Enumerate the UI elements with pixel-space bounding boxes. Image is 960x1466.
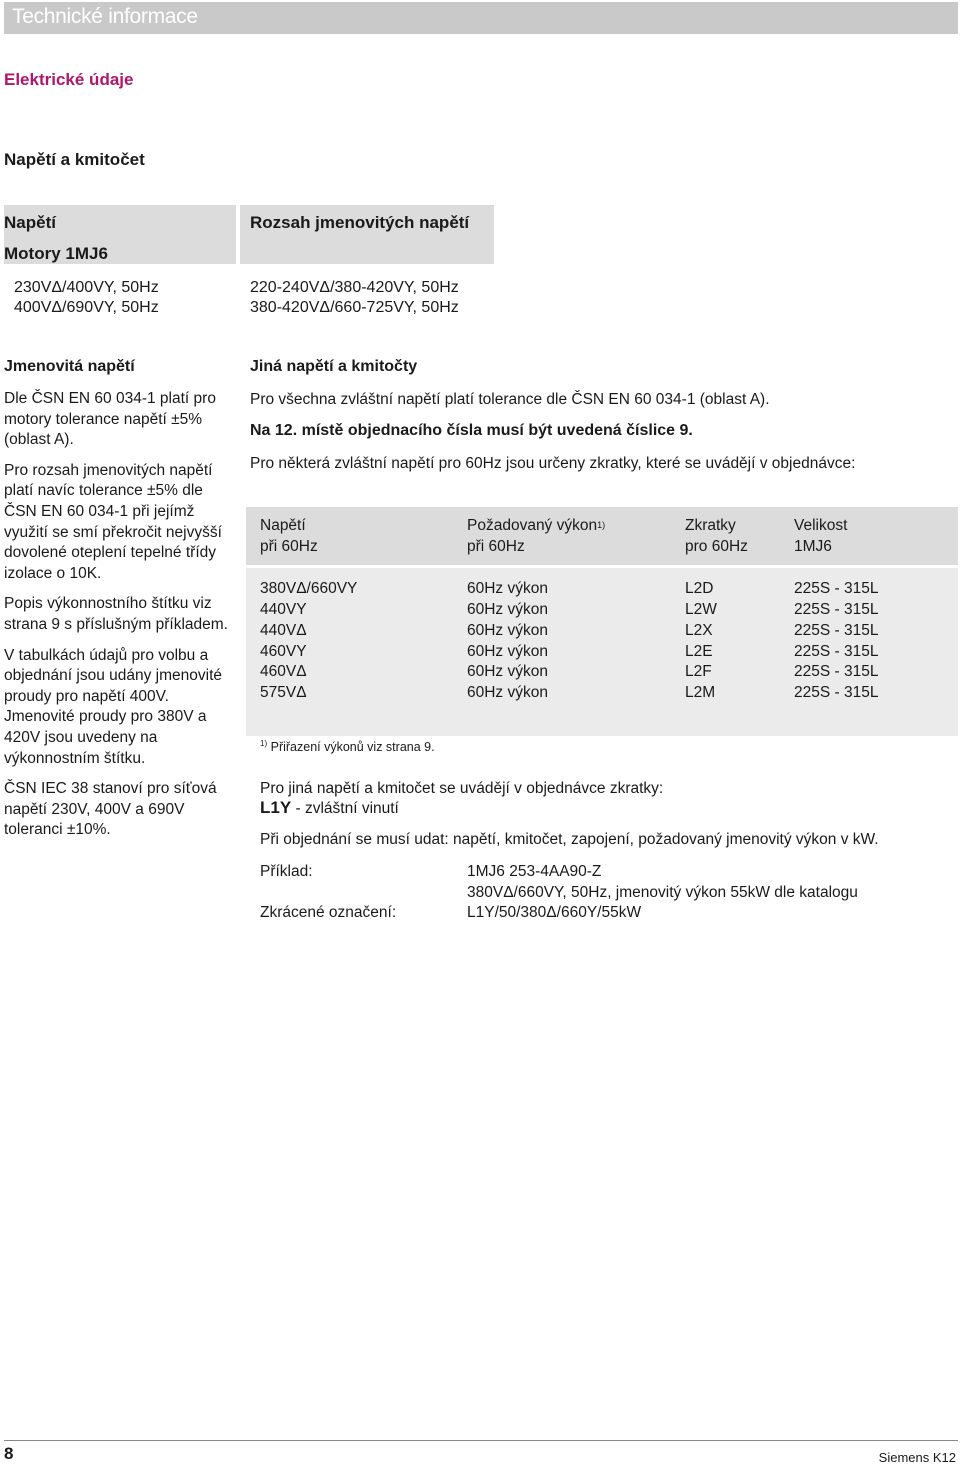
code-label: L1Y — [260, 798, 292, 817]
table-cell: 440VY — [260, 601, 307, 618]
table-cell: 225S - 315L — [794, 663, 879, 680]
table-cell: 60Hz výkon — [467, 622, 548, 639]
sidebar-text — [4, 389, 232, 851]
example-description: 380VΔ/660VY, 50Hz, jmenovitý výkon 55kW dle katalogu — [467, 884, 858, 901]
table-cell: 225S - 315L — [794, 601, 879, 618]
footnote-ref: 1) — [597, 520, 606, 530]
sidebar-paragraph: ČSN IEC 38 stanoví pro síťová napětí 230V, 400V a 690V toleranci ±10%. — [4, 780, 217, 839]
page-header-title: Technické informace — [12, 5, 198, 28]
table-cell: 225S - 315L — [794, 580, 879, 597]
sidebar-title: Jmenovitá napětí — [4, 358, 135, 375]
code-description: - zvláštní vinutí — [295, 800, 399, 817]
main-title: Jiná napětí a kmitočty — [250, 358, 418, 375]
example-code: 1MJ6 253-4AA90-Z — [467, 863, 602, 880]
table-header-cell — [467, 516, 605, 537]
table-cell: L2F — [685, 663, 712, 680]
sidebar-paragraph: Pro rozsah jmenovitých napětí platí navíc tolerance ±5% dle ČSN EN 60 034-1 při jejímž využití se smí překročit nejvyšší dovolené oteplení tepelné třídy izolace o 10K. — [4, 461, 222, 582]
sidebar-paragraph: Popis výkonnostního štítku viz strana 9 s příslušným příkladem. — [4, 595, 228, 633]
voltage-row-2: 400VΔ/690VY, 50Hz — [14, 299, 159, 316]
table-header-cell: Napětí — [260, 517, 306, 534]
table-cell: 60Hz výkon — [467, 663, 548, 680]
table-header-cell: 1MJ6 — [794, 538, 832, 555]
main-paragraph-2: Na 12. místě objednacího čísla musí být uvedená číslice 9. — [250, 422, 693, 439]
voltage-col-header: Napětí — [4, 213, 56, 232]
table-cell: 575VΔ — [260, 684, 307, 701]
other-paragraph-2: Při objednání se musí udat: napětí, kmitočet, zapojení, požadovaný jmenovitý výkon v kW. — [260, 831, 879, 848]
table-header-cell: při 60Hz — [260, 538, 318, 555]
footer-divider — [4, 1440, 958, 1441]
table-cell: L2D — [685, 580, 714, 597]
table-header-cell: Zkratky — [685, 517, 736, 534]
table-header-cell: Velikost — [794, 517, 848, 534]
main-paragraph-3: Pro některá zvláštní napětí pro 60Hz jsou určeny zkratky, které se uvádějí v objednávce: — [250, 455, 856, 472]
voltage-row-1: 230VΔ/400VY, 50Hz — [14, 279, 159, 296]
footnote — [260, 740, 435, 754]
table-cell: 225S - 315L — [794, 622, 879, 639]
brand-label: Siemens K12 — [878, 1450, 956, 1465]
footnote-text: Přiřazení výkonů viz strana 9. — [270, 740, 435, 754]
table-cell: 225S - 315L — [794, 643, 879, 660]
range-row-1: 220-240VΔ/380-420VY, 50Hz — [250, 279, 459, 296]
table-cell: 440VΔ — [260, 622, 307, 639]
range-row-2: 380-420VΔ/660-725VY, 50Hz — [250, 299, 459, 316]
table-cell: 225S - 315L — [794, 684, 879, 701]
table-cell: 60Hz výkon — [467, 684, 548, 701]
code-line — [260, 797, 399, 819]
short-label: Zkrácené označení: — [260, 904, 397, 921]
table-cell: L2X — [685, 622, 713, 639]
sidebar-paragraph: V tabulkách údajů pro volbu a objednání jsou udány jmenovité proudy pro napětí 400V. Jmenovité proudy pro 380V a 420V jsou uvedeny na výkonnostním štítku. — [4, 646, 223, 767]
table-cell: 380VΔ/660VY — [260, 580, 358, 597]
range-col-header: Rozsah jmenovitých napětí — [250, 213, 470, 232]
page-number: 8 — [4, 1444, 14, 1463]
other-paragraph-1: Pro jiná napětí a kmitočet se uvádějí v objednávce zkratky: — [260, 780, 664, 797]
motor-type-label: Motory 1MJ6 — [4, 244, 108, 263]
footnote-mark: 1) — [260, 739, 268, 748]
table-cell: 60Hz výkon — [467, 580, 548, 597]
table-cell: L2E — [685, 643, 713, 660]
table-cell: L2W — [685, 601, 717, 618]
header-text: Požadovaný výkon — [467, 517, 598, 534]
table-cell: 60Hz výkon — [467, 643, 548, 660]
example-label: Příklad: — [260, 863, 313, 880]
table-header-cell: při 60Hz — [467, 538, 525, 555]
section-title: Elektrické údaje — [4, 70, 134, 89]
table-cell: 460VY — [260, 643, 307, 660]
table-header-cell: pro 60Hz — [685, 538, 748, 555]
sidebar-paragraph: Dle ČSN EN 60 034-1 platí pro motory tolerance napětí ±5% (oblast A). — [4, 390, 216, 449]
table-cell: 460VΔ — [260, 663, 307, 680]
main-paragraph-1: Pro všechna zvláštní napětí platí tolerance dle ČSN EN 60 034-1 (oblast A). — [250, 391, 770, 408]
subsection-title: Napětí a kmitočet — [4, 150, 145, 169]
table-cell: L2M — [685, 684, 716, 701]
short-value: L1Y/50/380Δ/660Y/55kW — [467, 904, 642, 921]
table-cell: 60Hz výkon — [467, 601, 548, 618]
